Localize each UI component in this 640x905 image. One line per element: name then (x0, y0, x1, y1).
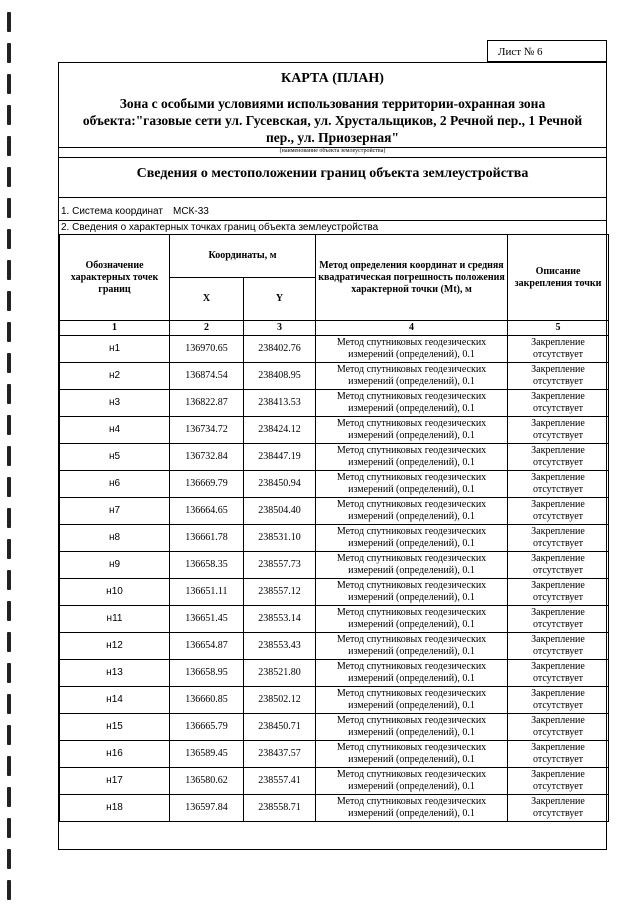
col-number: 3 (244, 321, 316, 336)
coord-y: 238531.10 (244, 525, 316, 552)
binding-hole (7, 880, 11, 900)
coord-x: 136822.87 (170, 390, 244, 417)
header-method: Метод определения координат и средняя квадратическая погрешность положения характерной точки (Mt), м (316, 235, 508, 321)
binding-hole (7, 632, 11, 652)
coord-y: 238557.12 (244, 579, 316, 606)
coord-y: 238557.73 (244, 552, 316, 579)
description-text: Закрепление отсутствует (508, 390, 609, 417)
point-name: н6 (60, 471, 170, 498)
binding-hole (7, 43, 11, 63)
coord-y: 238424.12 (244, 417, 316, 444)
binding-hole (7, 198, 11, 218)
description-text: Закрепление отсутствует (508, 606, 609, 633)
table-row (60, 795, 609, 822)
binding-hole (7, 74, 11, 94)
method-text: Метод спутниковых геодезических измерений (определений), 0.1 (316, 633, 508, 660)
description-text: Закрепление отсутствует (508, 552, 609, 579)
description-text: Закрепление отсутствует (508, 579, 609, 606)
binding-hole (7, 260, 11, 280)
coord-y: 238502.12 (244, 687, 316, 714)
method-text: Метод спутниковых геодезических измерений (определений), 0.1 (316, 444, 508, 471)
binding-hole (7, 384, 11, 404)
coord-x: 136660.85 (170, 687, 244, 714)
table-row (60, 363, 609, 390)
header-point-name: Обозначение характерных точек границ (60, 235, 170, 321)
method-text: Метод спутниковых геодезических измерений (определений), 0.1 (316, 687, 508, 714)
boundary-points-table (59, 234, 609, 822)
binding-holes (4, 0, 18, 905)
sheet-number-label: Лист № 6 (487, 40, 607, 62)
binding-hole (7, 477, 11, 497)
point-name: н16 (60, 741, 170, 768)
method-text: Метод спутниковых геодезических измерений (определений), 0.1 (316, 768, 508, 795)
method-text: Метод спутниковых геодезических измерений (определений), 0.1 (316, 714, 508, 741)
description-text: Закрепление отсутствует (508, 498, 609, 525)
coord-y: 238447.19 (244, 444, 316, 471)
document-title: КАРТА (ПЛАН) (281, 71, 384, 86)
coord-y: 238450.71 (244, 714, 316, 741)
binding-hole (7, 415, 11, 435)
table-row (60, 606, 609, 633)
section-title: Сведения о местоположении границ объекта землеустройства (136, 166, 529, 181)
method-text: Метод спутниковых геодезических измерений (определений), 0.1 (316, 471, 508, 498)
point-name: н3 (60, 390, 170, 417)
coord-system-label: 1. Система координат (61, 206, 163, 217)
binding-hole (7, 849, 11, 869)
description-text: Закрепление отсутствует (508, 633, 609, 660)
table-row (60, 471, 609, 498)
table-row (60, 525, 609, 552)
binding-hole (7, 508, 11, 528)
coord-y: 238558.71 (244, 795, 316, 822)
point-name: н2 (60, 363, 170, 390)
binding-hole (7, 322, 11, 342)
method-text: Метод спутниковых геодезических измерений (определений), 0.1 (316, 336, 508, 363)
coord-y: 238504.40 (244, 498, 316, 525)
table-row (60, 579, 609, 606)
col-number: 1 (60, 321, 170, 336)
table-row (60, 417, 609, 444)
coord-x: 136597.84 (170, 795, 244, 822)
table-row (60, 714, 609, 741)
description-text: Закрепление отсутствует (508, 795, 609, 822)
description-text: Закрепление отсутствует (508, 471, 609, 498)
binding-hole (7, 539, 11, 559)
binding-hole (7, 663, 11, 683)
binding-hole (7, 725, 11, 745)
coord-y: 238413.53 (244, 390, 316, 417)
table-row (60, 768, 609, 795)
coord-y: 238408.95 (244, 363, 316, 390)
binding-hole (7, 229, 11, 249)
point-name: н12 (60, 633, 170, 660)
method-text: Метод спутниковых геодезических измерений (определений), 0.1 (316, 741, 508, 768)
header-description: Описание закрепления точки (508, 235, 609, 321)
binding-hole (7, 136, 11, 156)
coord-x: 136970.65 (170, 336, 244, 363)
point-name: н11 (60, 606, 170, 633)
coord-y: 238553.14 (244, 606, 316, 633)
table-row (60, 741, 609, 768)
description-text: Закрепление отсутствует (508, 336, 609, 363)
coord-y: 238450.94 (244, 471, 316, 498)
binding-hole (7, 105, 11, 125)
method-text: Метод спутниковых геодезических измерений (определений), 0.1 (316, 390, 508, 417)
coord-y: 238437.57 (244, 741, 316, 768)
point-name: н14 (60, 687, 170, 714)
method-text: Метод спутниковых геодезических измерений (определений), 0.1 (316, 795, 508, 822)
coord-y: 238553.43 (244, 633, 316, 660)
method-text: Метод спутниковых геодезических измерений (определений), 0.1 (316, 660, 508, 687)
binding-hole (7, 12, 11, 32)
col-number: 4 (316, 321, 508, 336)
coord-x: 136874.54 (170, 363, 244, 390)
description-text: Закрепление отсутствует (508, 660, 609, 687)
description-text: Закрепление отсутствует (508, 714, 609, 741)
binding-hole (7, 291, 11, 311)
table-row (60, 633, 609, 660)
header-y: Y (244, 278, 316, 321)
coord-x: 136661.78 (170, 525, 244, 552)
point-name: н4 (60, 417, 170, 444)
coord-x: 136580.62 (170, 768, 244, 795)
method-text: Метод спутниковых геодезических измерений (определений), 0.1 (316, 579, 508, 606)
subtitle-caption: (наименование объекта землеустройства) (279, 148, 386, 154)
coord-system-line (61, 206, 209, 217)
method-text: Метод спутниковых геодезических измерений (определений), 0.1 (316, 498, 508, 525)
points-caption: 2. Сведения о характерных точках границ объекта землеустройства (61, 222, 379, 233)
point-name: н8 (60, 525, 170, 552)
divider (59, 197, 606, 198)
document-subtitle: Зона с особыми условиями использования территории-охранная зона объекта:"газовые сети ул. Гусевская, ул. Хрустальщиков, 2 Речной пер., 1 Речной пер., ул. Приозерная" (82, 96, 583, 145)
point-name: н17 (60, 768, 170, 795)
divider (59, 157, 606, 158)
binding-hole (7, 446, 11, 466)
coord-x: 136654.87 (170, 633, 244, 660)
coord-x: 136651.11 (170, 579, 244, 606)
header-x: X (170, 278, 244, 321)
coord-x: 136658.35 (170, 552, 244, 579)
description-text: Закрепление отсутствует (508, 363, 609, 390)
point-name: н5 (60, 444, 170, 471)
description-text: Закрепление отсутствует (508, 768, 609, 795)
coord-system-value: МСК-33 (172, 206, 209, 217)
point-name: н15 (60, 714, 170, 741)
method-text: Метод спутниковых геодезических измерений (определений), 0.1 (316, 417, 508, 444)
divider (59, 220, 606, 221)
description-text: Закрепление отсутствует (508, 444, 609, 471)
table-row (60, 660, 609, 687)
method-text: Метод спутниковых геодезических измерений (определений), 0.1 (316, 525, 508, 552)
table-row (60, 552, 609, 579)
table-row (60, 687, 609, 714)
binding-hole (7, 694, 11, 714)
point-name: н10 (60, 579, 170, 606)
binding-hole (7, 601, 11, 621)
coord-x: 136734.72 (170, 417, 244, 444)
binding-hole (7, 818, 11, 838)
binding-hole (7, 167, 11, 187)
point-name: н18 (60, 795, 170, 822)
table-row (60, 498, 609, 525)
point-name: н13 (60, 660, 170, 687)
header-coordinates: Координаты, м (170, 235, 316, 278)
binding-hole (7, 787, 11, 807)
coord-x: 136732.84 (170, 444, 244, 471)
method-text: Метод спутниковых геодезических измерений (определений), 0.1 (316, 363, 508, 390)
coord-x: 136664.65 (170, 498, 244, 525)
document-frame (58, 62, 607, 850)
description-text: Закрепление отсутствует (508, 741, 609, 768)
method-text: Метод спутниковых геодезических измерений (определений), 0.1 (316, 552, 508, 579)
binding-hole (7, 353, 11, 373)
coord-x: 136589.45 (170, 741, 244, 768)
description-text: Закрепление отсутствует (508, 417, 609, 444)
description-text: Закрепление отсутствует (508, 687, 609, 714)
col-number: 2 (170, 321, 244, 336)
binding-hole (7, 756, 11, 776)
coord-y: 238402.76 (244, 336, 316, 363)
point-name: н7 (60, 498, 170, 525)
binding-hole (7, 570, 11, 590)
table-row (60, 336, 609, 363)
table-row (60, 390, 609, 417)
col-number: 5 (508, 321, 609, 336)
coord-x: 136651.45 (170, 606, 244, 633)
point-name: н9 (60, 552, 170, 579)
coord-x: 136665.79 (170, 714, 244, 741)
coord-x: 136658.95 (170, 660, 244, 687)
coord-y: 238557.41 (244, 768, 316, 795)
table-row (60, 444, 609, 471)
coord-x: 136669.79 (170, 471, 244, 498)
description-text: Закрепление отсутствует (508, 525, 609, 552)
point-name: н1 (60, 336, 170, 363)
coord-y: 238521.80 (244, 660, 316, 687)
method-text: Метод спутниковых геодезических измерений (определений), 0.1 (316, 606, 508, 633)
